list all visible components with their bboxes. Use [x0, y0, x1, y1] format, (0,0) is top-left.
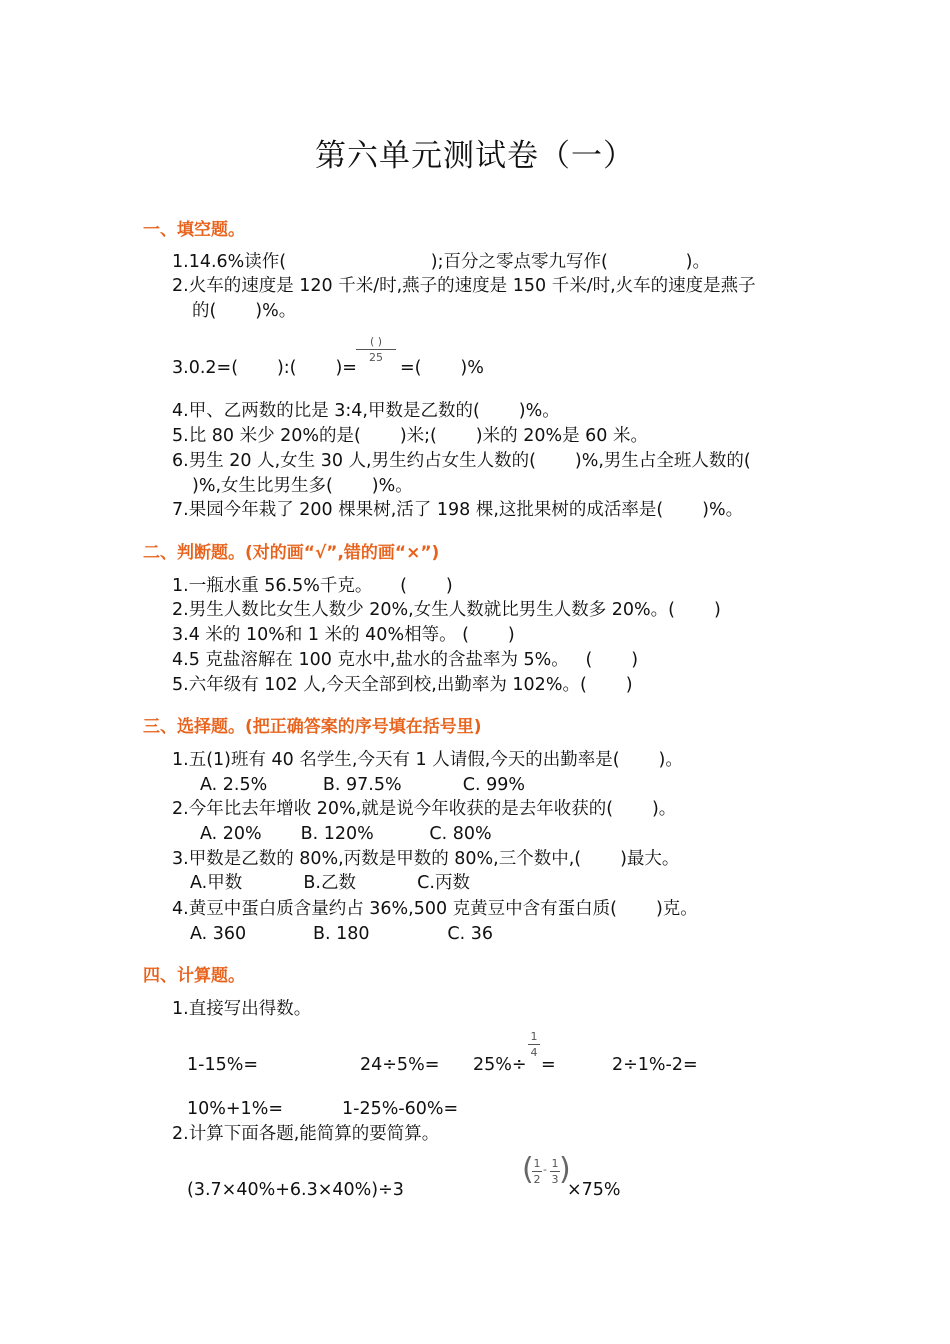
fill-question-6: 6.男生 20 人,女生 30 人,男生约占女生人数的( )%,男生占全班人数的(	[172, 451, 751, 471]
choice-question-4: 4.黄豆中蛋白质含量约占 36%,500 克黄豆中含有蛋白质( )克。	[172, 899, 698, 919]
fill-question-1: 1.14.6%读作( );百分之零点零九写作( )。	[172, 252, 711, 272]
choice-question-3: 3.甲数是乙数的 80%,丙数是甲数的 80%,三个数中,( )最大。	[172, 849, 680, 869]
fraction-denominator: 3	[551, 1173, 559, 1186]
choice-question-3-options: A.甲数 B.乙数 C.丙数	[190, 873, 470, 893]
calc-formula-1: (3.7×40%+6.3×40%)÷3	[187, 1180, 404, 1200]
fill-question-2-cont: 的( )%。	[192, 301, 297, 321]
fill-question-5: 5.比 80 米少 20%的是( )米;( )米的 20%是 60 米。	[172, 426, 648, 446]
calc-expression-3-left: 25%÷	[473, 1055, 527, 1075]
calc-formula-2-minus: -	[543, 1163, 547, 1176]
fraction-numerator: ( )	[369, 335, 383, 348]
fill-question-3-left: 3.0.2=( ):( )=	[172, 358, 357, 378]
judge-question-4: 4.5 克盐溶解在 100 克水中,盐水的含盐率为 5%。 ( )	[172, 650, 639, 670]
section-choice-heading: 三、选择题。(把正确答案的序号填在括号里)	[143, 717, 482, 737]
judge-question-3: 3.4 米的 10%和 1 米的 40%相等。 ( )	[172, 625, 515, 645]
page-title: 第六单元测试卷（一）	[315, 138, 635, 174]
calc-formula-2-fraction-1	[532, 1157, 542, 1186]
calc-expression-2: 24÷5%=	[360, 1055, 440, 1075]
choice-question-4-options: A. 360 B. 180 C. 36	[190, 924, 493, 944]
choice-question-2: 2.今年比去年增收 20%,就是说今年收获的是去年收获的( )。	[172, 799, 677, 819]
fraction-bar	[528, 1044, 540, 1045]
fill-question-2: 2.火车的速度是 120 千米/时,燕子的速度是 150 千米/时,火车的速度是燕子	[172, 276, 756, 296]
calc-expression-4: 2÷1%-2=	[612, 1055, 698, 1075]
calc-expression-3-fraction	[528, 1030, 540, 1059]
choice-question-2-options: A. 20% B. 120% C. 80%	[200, 824, 492, 844]
section-judge-heading: 二、判断题。(对的画“√”,错的画“×”)	[143, 543, 440, 563]
section-calc-heading: 四、计算题。	[143, 966, 245, 986]
close-paren-icon: )	[559, 1152, 571, 1187]
fill-question-6-cont: )%,女生比男生多( )%。	[192, 476, 413, 496]
fill-question-4: 4.甲、乙两数的比是 3:4,甲数是乙数的( )%。	[172, 401, 560, 421]
fill-question-3-fraction	[356, 335, 396, 364]
choice-question-1: 1.五(1)班有 40 名学生,今天有 1 人请假,今天的出勤率是( )。	[172, 750, 683, 770]
judge-question-1: 1.一瓶水重 56.5%千克。 ( )	[172, 576, 453, 596]
calc-question-1: 1.直接写出得数。	[172, 999, 312, 1019]
calc-expression-6: 1-25%-60%=	[342, 1099, 459, 1119]
calc-expression-5: 10%+1%=	[187, 1099, 283, 1119]
open-paren-icon: (	[522, 1152, 534, 1187]
calc-expression-3-right: =	[541, 1055, 556, 1075]
judge-question-2: 2.男生人数比女生人数少 20%,女生人数就比男生人数多 20%。( )	[172, 600, 721, 620]
fraction-bar	[532, 1171, 542, 1172]
fraction-numerator: 1	[530, 1030, 538, 1043]
fraction-denominator: 4	[530, 1046, 538, 1059]
fraction-bar	[356, 349, 396, 350]
choice-question-1-options: A. 2.5% B. 97.5% C. 99%	[200, 775, 526, 795]
judge-question-5: 5.六年级有 102 人,今天全部到校,出勤率为 102%。( )	[172, 675, 633, 695]
calc-question-2: 2.计算下面各题,能简算的要简算。	[172, 1124, 440, 1144]
fill-question-3-right: =( )%	[400, 358, 484, 378]
calc-formula-2-tail: ×75%	[567, 1180, 621, 1200]
fraction-numerator: 1	[533, 1157, 541, 1170]
calc-expression-1: 1-15%=	[187, 1055, 259, 1075]
section-fill-in-heading: 一、填空题。	[143, 220, 245, 240]
fraction-numerator: 1	[551, 1157, 559, 1170]
fraction-denominator: 2	[533, 1173, 541, 1186]
fill-question-7: 7.果园今年栽了 200 棵果树,活了 198 棵,这批果树的成活率是( )%。	[172, 500, 744, 520]
fraction-denominator: 25	[369, 351, 383, 364]
